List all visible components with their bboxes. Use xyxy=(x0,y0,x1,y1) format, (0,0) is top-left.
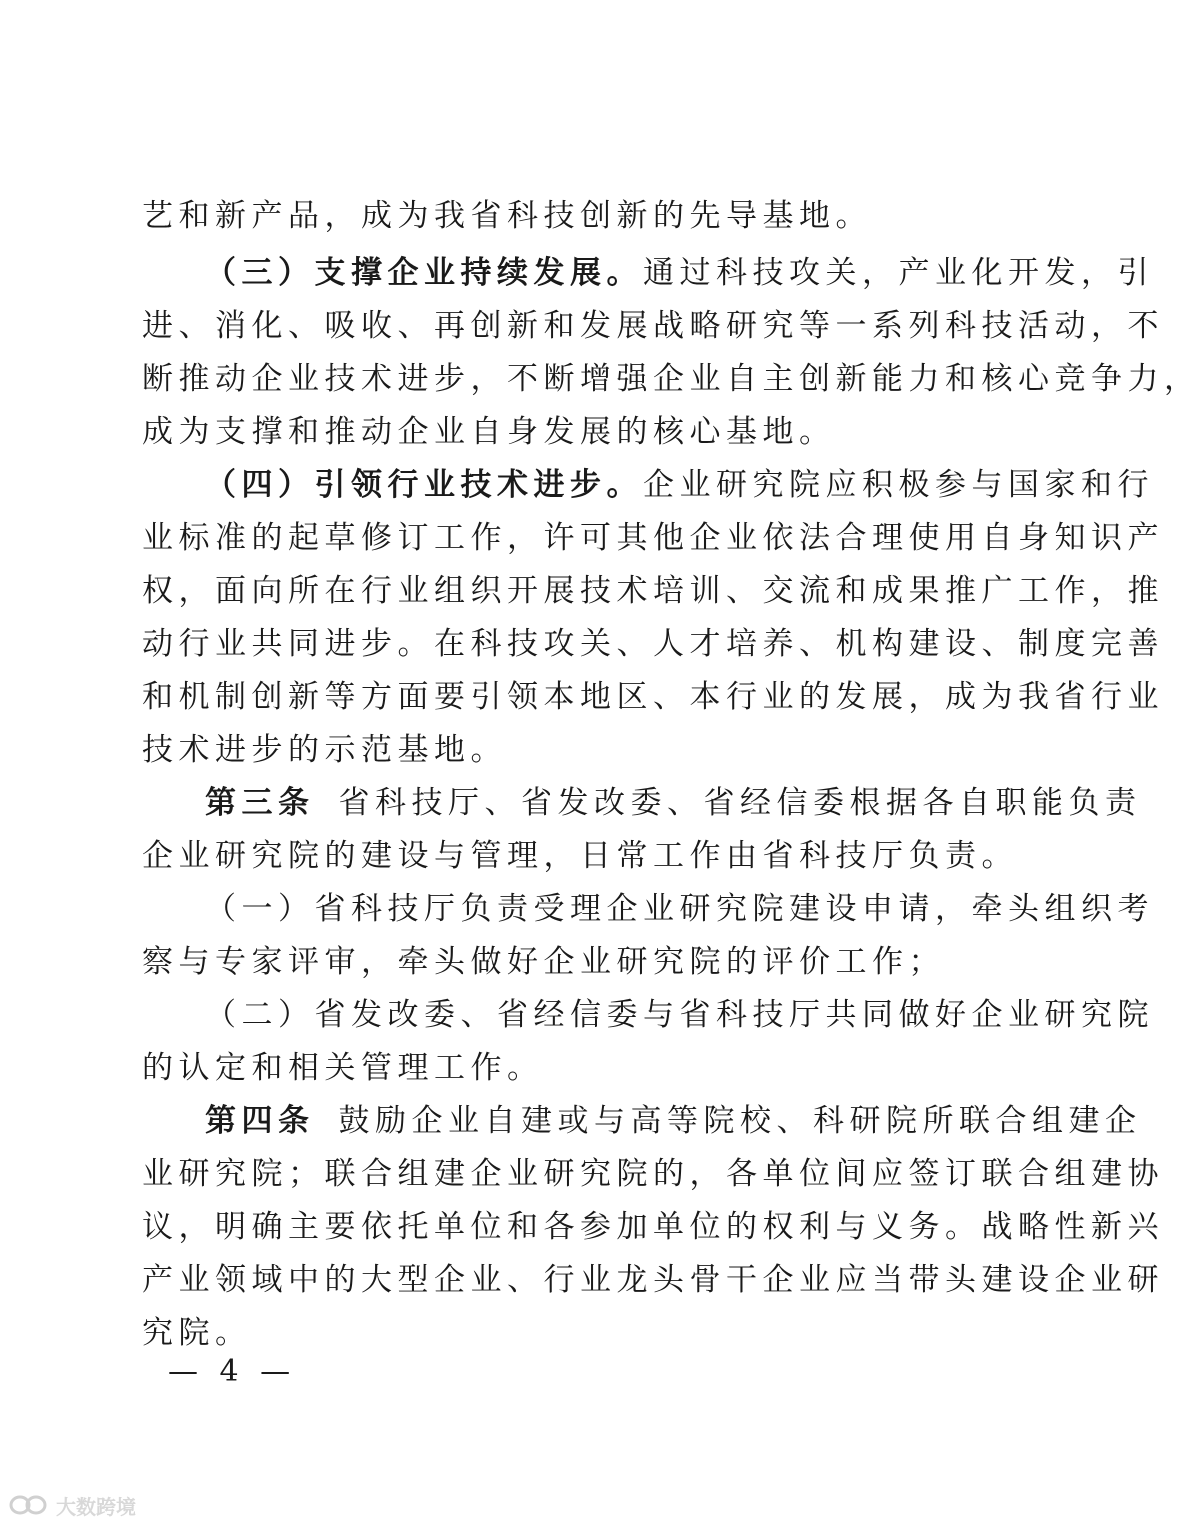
article-3-title: 第三条 xyxy=(205,785,315,821)
paragraph-line: 业标准的起草修订工作，许可其他企业依法合理使用自身知识产 xyxy=(142,520,1164,556)
paragraph-line: （二）省发改委、省经信委与省科技厅共同做好企业研究院 xyxy=(205,997,1154,1033)
paragraph-line: 企业研究院的建设与管理，日常工作由省科技厅负责。 xyxy=(142,838,1018,874)
paragraph-line: 进、消化、吸收、再创新和发展战略研究等一系列科技活动，不 xyxy=(142,308,1164,344)
section-3-title: （三）支撑企业持续发展。 xyxy=(205,255,643,291)
paragraph-line: 技术进步的示范基地。 xyxy=(142,732,507,768)
paragraph-line: 动行业共同进步。在科技攻关、人才培养、机构建设、制度完善 xyxy=(142,626,1164,662)
watermark-text: 大数跨境 xyxy=(56,1494,136,1519)
paragraph-line: （一）省科技厅负责受理企业研究院建设申请，牵头组织考 xyxy=(205,891,1154,927)
paragraph-line: 察与专家评审，牵头做好企业研究院的评价工作； xyxy=(142,944,945,980)
paragraph-line: 业研究院；联合组建企业研究院的，各单位间应签订联合组建协 xyxy=(142,1156,1164,1192)
paragraph-line: 究院。 xyxy=(142,1315,252,1351)
section-4-title: （四）引领行业技术进步。 xyxy=(205,467,643,503)
watermark-logo-icon xyxy=(8,1493,50,1517)
article-4-title: 第四条 xyxy=(205,1103,315,1139)
paragraph-line: 成为支撑和推动企业自身发展的核心基地。 xyxy=(142,414,836,450)
watermark xyxy=(8,1490,136,1520)
section-4-text: 企业研究院应积极参与国家和行 xyxy=(643,467,1154,503)
paragraph-line: 权，面向所在行业组织开展技术培训、交流和成果推广工作，推 xyxy=(142,573,1164,609)
paragraph-line: 断推动企业技术进步，不断增强企业自主创新能力和核心竞争力， xyxy=(142,361,1201,397)
paragraph-line: 产业领域中的大型企业、行业龙头骨干企业应当带头建设企业研 xyxy=(142,1262,1164,1298)
article-3-text: 省科技厅、省发改委、省经信委根据各自职能负责 xyxy=(338,785,1142,821)
paragraph-line: 和机制创新等方面要引领本地区、本行业的发展，成为我省行业 xyxy=(142,679,1164,715)
page-number: — 4 — xyxy=(168,1354,297,1389)
section-3-text: 通过科技攻关，产业化开发，引 xyxy=(643,255,1154,291)
paragraph-line: 的认定和相关管理工作。 xyxy=(142,1050,544,1086)
section-4-line xyxy=(205,465,1154,505)
article-4-text: 鼓励企业自建或与高等院校、科研院所联合组建企 xyxy=(338,1103,1142,1139)
article-3-line xyxy=(205,783,1142,823)
paragraph-line: 艺和新产品，成为我省科技创新的先导基地。 xyxy=(142,198,872,234)
article-4-line xyxy=(205,1101,1142,1141)
paragraph-line: 议，明确主要依托单位和各参加单位的权利与义务。战略性新兴 xyxy=(142,1209,1164,1245)
section-3-line xyxy=(205,253,1154,293)
